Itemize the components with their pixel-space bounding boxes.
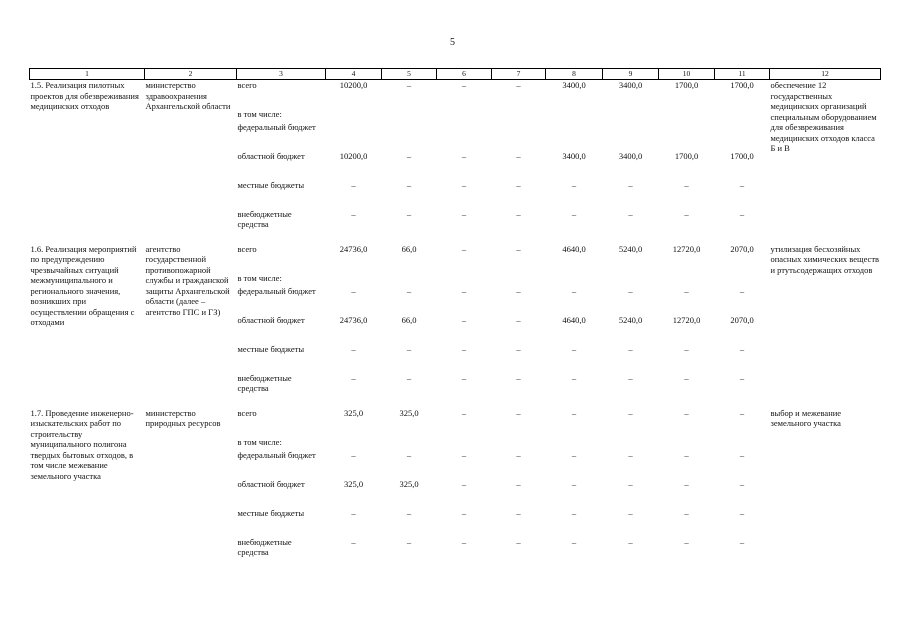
amount-cell bbox=[659, 273, 715, 286]
amount-cell: – bbox=[406, 285, 412, 296]
funding-source: федеральный бюджет bbox=[237, 285, 316, 296]
amount-cell: 3400,0 bbox=[562, 80, 586, 90]
funding-source: в том числе: bbox=[237, 272, 282, 283]
amount-cell: – bbox=[351, 372, 356, 383]
column-number-row bbox=[30, 69, 881, 80]
amount-cell: – bbox=[628, 372, 633, 383]
budget-table bbox=[29, 68, 881, 566]
amount-cell: – bbox=[628, 208, 633, 219]
amount-cell: – bbox=[739, 285, 745, 296]
amount-cell bbox=[437, 437, 492, 450]
amount-cell: – bbox=[571, 449, 577, 460]
amount-cell bbox=[603, 109, 659, 122]
amount-cell: – bbox=[516, 536, 521, 547]
amount-cell: – bbox=[571, 507, 577, 518]
expected-result: утилизация бесхозяйных опасных химических веществ и ртутьсодержащих отходов bbox=[770, 243, 880, 275]
amount-cell: 3400,0 bbox=[562, 150, 586, 161]
column-number: 1 bbox=[30, 69, 145, 80]
amount-cell: – bbox=[461, 80, 467, 90]
amount-cell bbox=[659, 109, 715, 122]
amount-cell: – bbox=[739, 372, 745, 383]
amount-cell: – bbox=[461, 507, 467, 518]
amount-cell: 1700,0 bbox=[674, 150, 699, 161]
amount-cell: 325,0 bbox=[399, 478, 419, 489]
amount-cell: 10200,0 bbox=[339, 150, 368, 161]
amount-cell bbox=[546, 437, 603, 450]
funding-source: областной бюджет bbox=[237, 150, 305, 161]
amount-cell: – bbox=[461, 208, 467, 219]
funding-source: всего bbox=[237, 80, 257, 90]
funding-source: федеральный бюджет bbox=[237, 121, 316, 132]
funding-source: в том числе: bbox=[237, 436, 282, 447]
amount-cell: – bbox=[571, 372, 577, 383]
amount-cell: – bbox=[351, 343, 356, 354]
amount-cell: – bbox=[739, 449, 745, 460]
amount-cell: – bbox=[461, 314, 467, 325]
amount-cell bbox=[382, 437, 437, 450]
amount-cell: – bbox=[684, 507, 689, 518]
amount-cell: – bbox=[516, 314, 521, 325]
column-number: 7 bbox=[492, 69, 546, 80]
amount-cell: – bbox=[406, 80, 412, 90]
amount-cell: – bbox=[516, 150, 521, 161]
amount-cell bbox=[492, 122, 546, 151]
amount-cell bbox=[715, 273, 770, 286]
amount-cell: 325,0 bbox=[343, 478, 364, 489]
amount-cell: – bbox=[406, 179, 412, 190]
amount-cell: – bbox=[461, 536, 467, 547]
amount-cell: – bbox=[516, 243, 521, 254]
measure-name: 1.5. Реализация пилотных проектов для обезвреживания медицинских отходов bbox=[30, 80, 139, 111]
amount-cell: – bbox=[461, 372, 467, 383]
funding-source: областной бюджет bbox=[237, 314, 305, 325]
amount-cell: – bbox=[684, 478, 689, 489]
amount-cell bbox=[326, 122, 382, 151]
funding-source: местные бюджеты bbox=[237, 343, 305, 354]
amount-cell: – bbox=[684, 285, 689, 296]
amount-cell: 12720,0 bbox=[672, 243, 701, 254]
amount-cell bbox=[326, 437, 382, 450]
amount-cell: – bbox=[461, 478, 467, 489]
funding-source: местные бюджеты bbox=[237, 507, 305, 518]
amount-cell bbox=[546, 273, 603, 286]
column-number: 2 bbox=[145, 69, 237, 80]
amount-cell bbox=[715, 437, 770, 450]
amount-cell: – bbox=[351, 179, 356, 190]
amount-cell bbox=[659, 437, 715, 450]
amount-cell: – bbox=[684, 407, 689, 418]
column-number: 12 bbox=[770, 69, 881, 80]
amount-cell: – bbox=[739, 478, 745, 489]
amount-cell: – bbox=[516, 285, 521, 296]
amount-cell: – bbox=[516, 80, 521, 90]
amount-cell bbox=[437, 122, 492, 151]
amount-cell: 66,0 bbox=[401, 314, 417, 325]
amount-cell: 325,0 bbox=[399, 407, 419, 418]
amount-cell: – bbox=[461, 449, 467, 460]
amount-cell: – bbox=[516, 449, 521, 460]
amount-cell: – bbox=[516, 478, 521, 489]
amount-cell bbox=[382, 273, 437, 286]
amount-cell: 4640,0 bbox=[562, 314, 586, 325]
expected-result: выбор и межевание земельного участка bbox=[770, 407, 842, 428]
amount-cell: 66,0 bbox=[401, 243, 417, 254]
amount-cell: – bbox=[684, 372, 689, 383]
amount-cell: 1700,0 bbox=[674, 80, 699, 90]
amount-cell: 12720,0 bbox=[672, 314, 701, 325]
amount-cell: – bbox=[628, 179, 633, 190]
amount-cell: – bbox=[571, 536, 577, 547]
amount-cell bbox=[326, 109, 382, 122]
amount-cell: – bbox=[461, 179, 467, 190]
amount-cell: – bbox=[571, 478, 577, 489]
measure-name: 1.7. Проведение инженерно-изыскательских работ по строительству муниципального полигона твердых бытовых отходов, в том числе межевание земельного участка bbox=[30, 407, 134, 481]
amount-cell: – bbox=[571, 285, 577, 296]
amount-cell: – bbox=[684, 179, 689, 190]
amount-cell: 325,0 bbox=[343, 407, 364, 418]
amount-cell: – bbox=[461, 285, 467, 296]
amount-cell: 10200,0 bbox=[339, 80, 368, 90]
column-number: 5 bbox=[382, 69, 437, 80]
amount-cell: 3400,0 bbox=[618, 80, 643, 90]
column-number: 10 bbox=[659, 69, 715, 80]
amount-cell bbox=[492, 109, 546, 122]
amount-cell: – bbox=[351, 536, 356, 547]
amount-cell: 2070,0 bbox=[730, 314, 754, 325]
funding-source: внебюджетные средства bbox=[237, 208, 292, 229]
executor: министерство здравоохранения Архангельской области bbox=[145, 80, 231, 111]
page-number: 5 bbox=[450, 37, 455, 48]
amount-cell: – bbox=[684, 208, 689, 219]
amount-cell bbox=[603, 273, 659, 286]
funding-source: федеральный бюджет bbox=[237, 449, 316, 460]
amount-cell: – bbox=[461, 407, 467, 418]
funding-source: всего bbox=[237, 243, 257, 254]
amount-cell bbox=[603, 437, 659, 450]
amount-cell: – bbox=[684, 536, 689, 547]
amount-cell bbox=[437, 109, 492, 122]
amount-cell: – bbox=[351, 285, 356, 296]
amount-cell bbox=[437, 273, 492, 286]
amount-cell: – bbox=[406, 343, 412, 354]
amount-cell: – bbox=[461, 243, 467, 254]
amount-cell bbox=[546, 122, 603, 151]
amount-cell: – bbox=[739, 407, 745, 418]
amount-cell: – bbox=[628, 343, 633, 354]
column-number: 9 bbox=[603, 69, 659, 80]
executor: министерство природных ресурсов bbox=[145, 407, 221, 428]
amount-cell: – bbox=[571, 407, 577, 418]
amount-cell: – bbox=[516, 507, 521, 518]
amount-cell: – bbox=[406, 150, 412, 161]
amount-cell: – bbox=[406, 449, 412, 460]
amount-cell: – bbox=[516, 343, 521, 354]
expected-result: обеспечение 12 государственных медицинских организаций специальным оборудованием для обезвреживания медицинских отходов класса Б и В bbox=[770, 80, 877, 153]
amount-cell: – bbox=[628, 507, 633, 518]
amount-cell: – bbox=[739, 343, 745, 354]
executor: агентство государственной противопожарной службы и гражданской защиты Архангельской области (далее – агентство ГПС и ГЗ) bbox=[145, 243, 230, 317]
funding-source: областной бюджет bbox=[237, 478, 305, 489]
amount-cell: 1700,0 bbox=[730, 80, 754, 90]
amount-cell: – bbox=[461, 343, 467, 354]
amount-cell: – bbox=[628, 449, 633, 460]
amount-cell: 4640,0 bbox=[562, 243, 586, 254]
amount-cell: – bbox=[628, 478, 633, 489]
amount-cell: – bbox=[571, 208, 577, 219]
amount-cell: – bbox=[351, 208, 356, 219]
amount-cell: 3400,0 bbox=[618, 150, 643, 161]
amount-cell: – bbox=[684, 343, 689, 354]
amount-cell: – bbox=[628, 285, 633, 296]
amount-cell: – bbox=[406, 208, 412, 219]
amount-cell: – bbox=[516, 372, 521, 383]
amount-cell bbox=[659, 122, 715, 151]
amount-cell bbox=[326, 273, 382, 286]
amount-cell: 5240,0 bbox=[618, 314, 643, 325]
amount-cell: – bbox=[406, 507, 412, 518]
funding-source: внебюджетные средства bbox=[237, 372, 292, 393]
amount-cell: – bbox=[406, 536, 412, 547]
measure-name: 1.6. Реализация мероприятий по предупреждению чрезвычайных ситуаций межмуниципального и регионального значения, возникших при осуществлении обращения с отходами bbox=[30, 243, 137, 327]
amount-cell bbox=[603, 122, 659, 151]
amount-cell: 24736,0 bbox=[339, 243, 368, 254]
amount-cell: – bbox=[739, 536, 745, 547]
amount-cell: 24736,0 bbox=[339, 314, 368, 325]
amount-cell bbox=[715, 109, 770, 122]
amount-cell: – bbox=[406, 372, 412, 383]
amount-cell bbox=[715, 122, 770, 151]
amount-cell: – bbox=[351, 449, 356, 460]
amount-cell: 5240,0 bbox=[618, 243, 643, 254]
amount-cell: – bbox=[571, 343, 577, 354]
column-number: 3 bbox=[237, 69, 326, 80]
table-row bbox=[30, 408, 881, 437]
funding-source: в том числе: bbox=[237, 108, 282, 119]
amount-cell: – bbox=[684, 449, 689, 460]
column-number: 8 bbox=[546, 69, 603, 80]
column-number: 11 bbox=[715, 69, 770, 80]
amount-cell: – bbox=[571, 179, 577, 190]
column-number: 6 bbox=[437, 69, 492, 80]
amount-cell: – bbox=[739, 179, 745, 190]
funding-source: внебюджетные средства bbox=[237, 536, 292, 557]
column-number: 4 bbox=[326, 69, 382, 80]
amount-cell: – bbox=[351, 507, 356, 518]
amount-cell: – bbox=[461, 150, 467, 161]
funding-source: местные бюджеты bbox=[237, 179, 305, 190]
amount-cell bbox=[546, 109, 603, 122]
amount-cell: 2070,0 bbox=[730, 243, 754, 254]
amount-cell: – bbox=[739, 208, 745, 219]
amount-cell: 1700,0 bbox=[730, 150, 754, 161]
amount-cell bbox=[492, 273, 546, 286]
table-row bbox=[30, 244, 881, 273]
amount-cell bbox=[492, 437, 546, 450]
amount-cell: – bbox=[516, 208, 521, 219]
amount-cell: – bbox=[516, 179, 521, 190]
amount-cell: – bbox=[628, 407, 633, 418]
amount-cell: – bbox=[516, 407, 521, 418]
funding-source: всего bbox=[237, 407, 257, 418]
amount-cell: – bbox=[628, 536, 633, 547]
amount-cell bbox=[382, 122, 437, 151]
table-row bbox=[30, 80, 881, 109]
amount-cell: – bbox=[739, 507, 745, 518]
amount-cell bbox=[382, 109, 437, 122]
